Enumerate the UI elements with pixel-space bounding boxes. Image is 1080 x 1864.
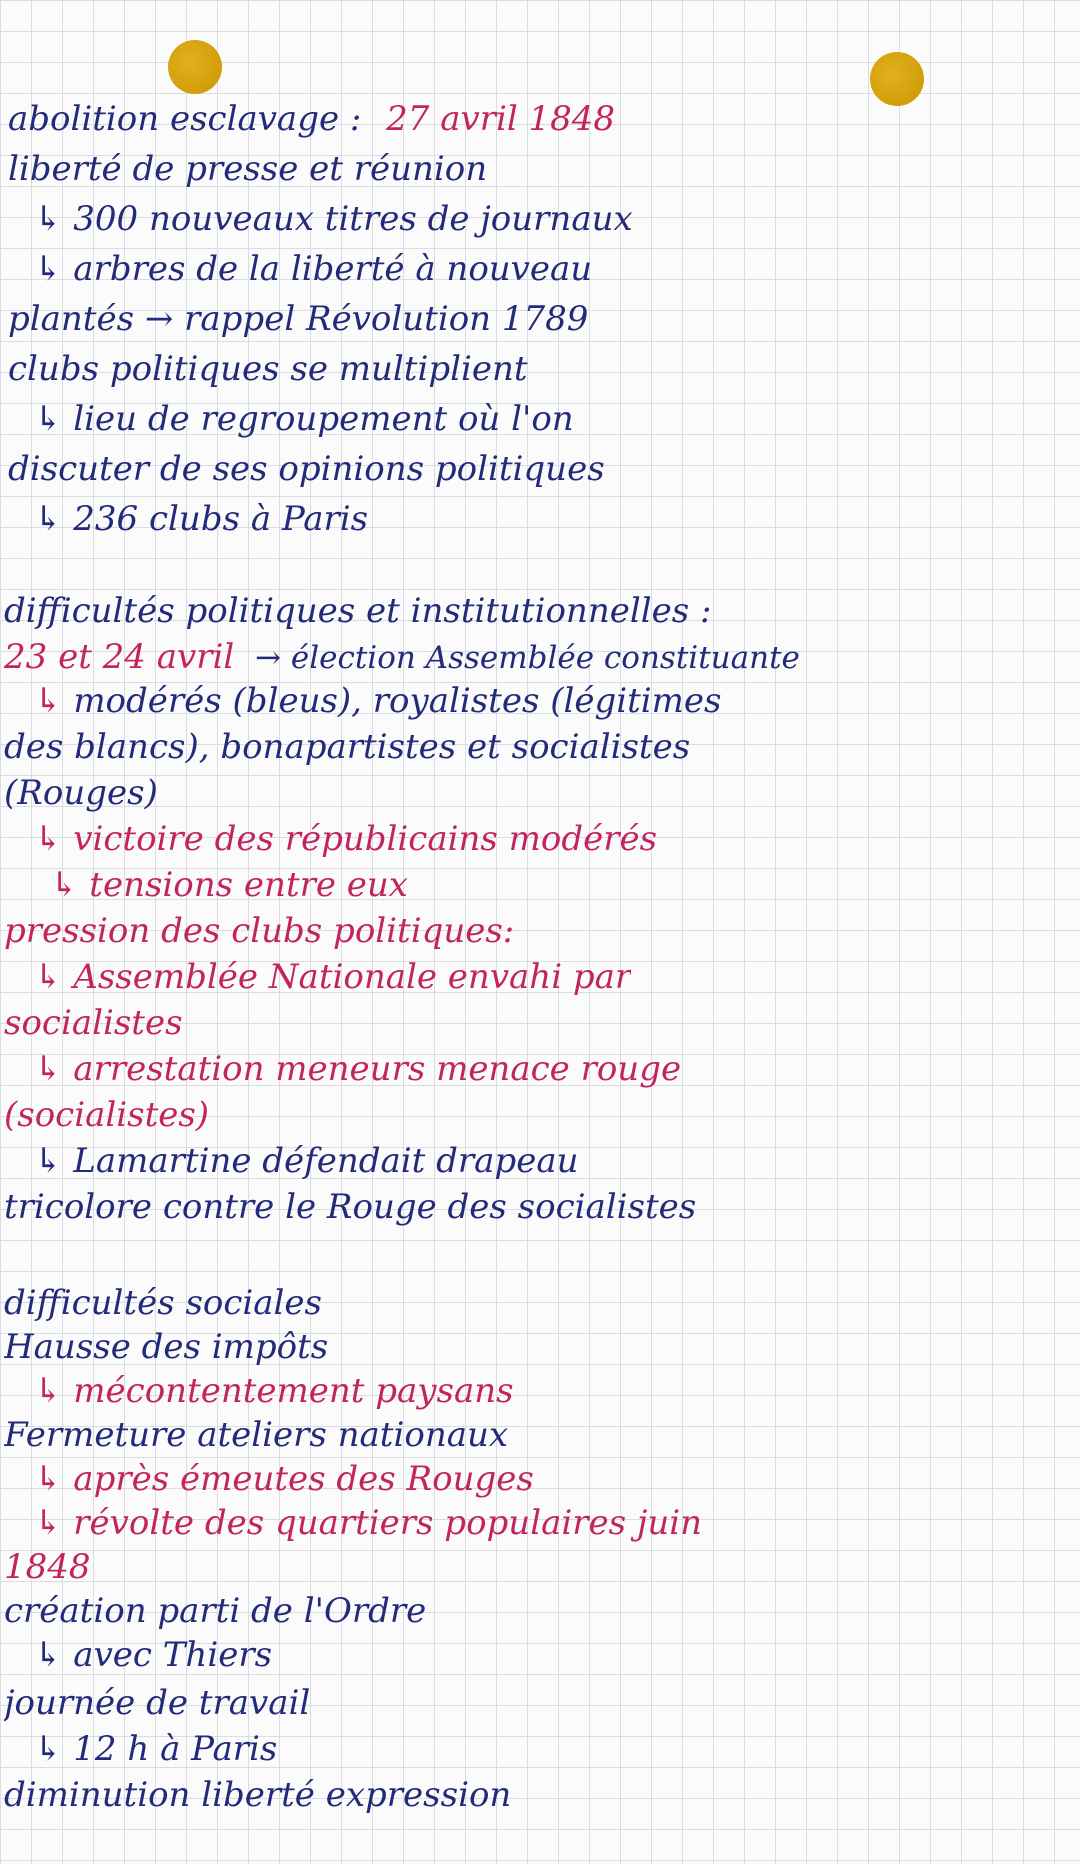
note-line: ↳ tensions entre eux bbox=[50, 865, 408, 905]
date-highlight: 27 avril 1848 bbox=[386, 99, 616, 139]
note-line: (Rouges) bbox=[4, 773, 158, 813]
note-line: ↳ 12 h à Paris bbox=[34, 1729, 278, 1769]
note-line: discuter de ses opinions politiques bbox=[8, 449, 605, 489]
note-line: ↳ après émeutes des Rouges bbox=[34, 1459, 534, 1499]
note-line: ↳ avec Thiers bbox=[34, 1635, 273, 1675]
note-line: pression des clubs politiques: bbox=[4, 911, 515, 951]
section-heading: difficultés politiques et institutionnelles : bbox=[4, 591, 712, 631]
note-line-election bbox=[4, 636, 800, 679]
note-line: ↳ victoire des républicains modérés bbox=[34, 819, 658, 859]
arrow-glyph: ↳ bbox=[34, 681, 63, 721]
note-text: → élection Assemblée constituante bbox=[255, 640, 800, 676]
note-line: socialistes bbox=[4, 1003, 183, 1043]
note-line: Hausse des impôts bbox=[4, 1327, 329, 1367]
note-line: ↳ 300 nouveaux titres de journaux bbox=[34, 199, 633, 239]
note-line: création parti de l'Ordre bbox=[4, 1591, 427, 1631]
note-line: ↳ mécontentement paysans bbox=[34, 1371, 514, 1411]
note-line: liberté de presse et réunion bbox=[8, 149, 488, 189]
note-line: ↳ Lamartine défendait drapeau bbox=[34, 1141, 579, 1181]
note-line: ↳ arrestation meneurs menace rouge bbox=[34, 1049, 682, 1089]
note-line: diminution liberté expression bbox=[4, 1775, 512, 1815]
note-line: des blancs), bonapartistes et socialistes bbox=[4, 727, 691, 767]
note-text: abolition esclavage : bbox=[8, 99, 362, 139]
note-line bbox=[34, 680, 721, 722]
note-text: modérés (bleus), royalistes (légitimes bbox=[73, 681, 722, 721]
note-line: ↳ révolte des quartiers populaires juin bbox=[34, 1503, 703, 1543]
note-line: ↳ Assemblée Nationale envahi par bbox=[34, 957, 632, 997]
note-line: (socialistes) bbox=[4, 1095, 210, 1135]
note-line: ↳ lieu de regroupement où l'on bbox=[34, 399, 574, 439]
section-heading: difficultés sociales bbox=[4, 1283, 323, 1323]
date-highlight: 23 et 24 avril bbox=[4, 637, 235, 677]
note-line: plantés → rappel Révolution 1789 bbox=[8, 299, 589, 339]
note-line-abolition bbox=[8, 98, 615, 140]
note-line: tricolore contre le Rouge des socialistes bbox=[4, 1187, 697, 1227]
note-line: 1848 bbox=[4, 1547, 91, 1587]
note-line: journée de travail bbox=[4, 1683, 311, 1723]
note-line: Fermeture ateliers nationaux bbox=[4, 1415, 509, 1455]
note-line: ↳ arbres de la liberté à nouveau bbox=[34, 249, 593, 289]
note-line: ↳ 236 clubs à Paris bbox=[34, 499, 369, 539]
note-line: clubs politiques se multiplient bbox=[8, 349, 528, 389]
